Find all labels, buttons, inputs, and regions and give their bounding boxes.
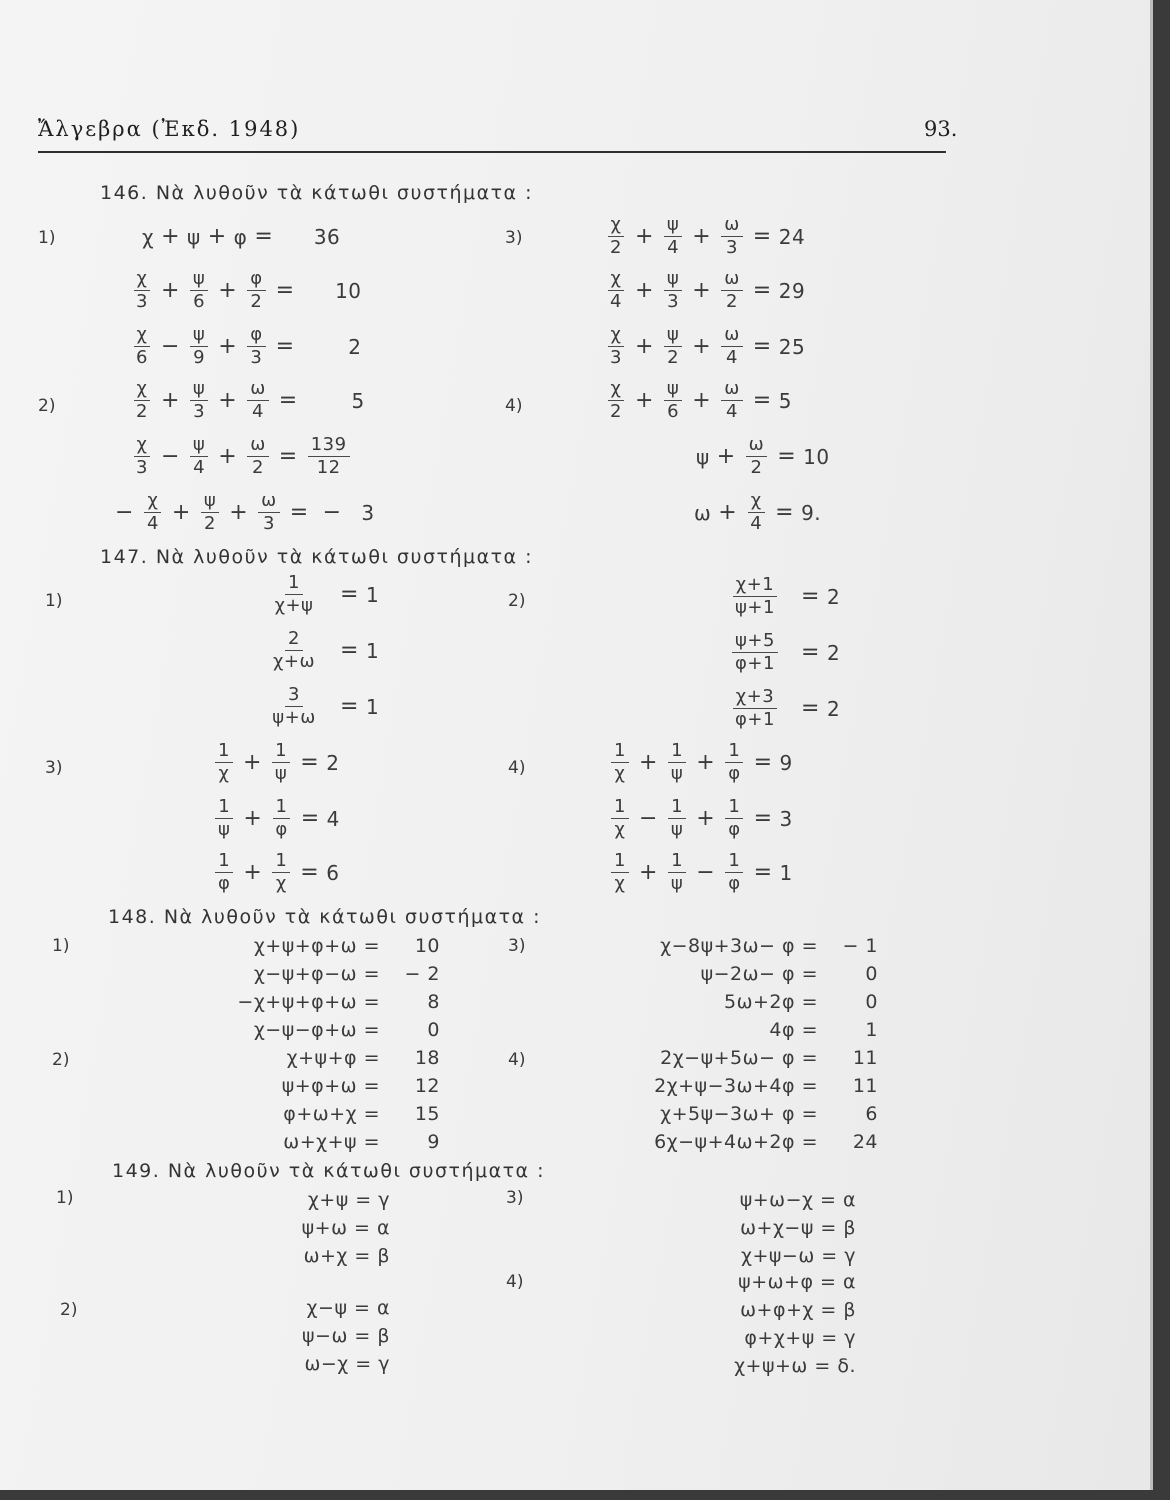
- equation: 5ω+2φ = 0: [723, 991, 878, 1013]
- equation: $\frac{2}{\chi+\omega}$ = 1: [272, 628, 380, 672]
- system-label: 1): [56, 1188, 74, 1208]
- equation: ω+χ = β: [303, 1245, 390, 1267]
- system-label: 1): [52, 936, 70, 956]
- system-label: 2): [60, 1300, 78, 1320]
- equation: $\frac{\chi}{2}$ + $\frac{\psi}{4}$ + $\frac{\omega}{3}$ = 24: [604, 216, 805, 257]
- equation: χ+ψ = γ: [307, 1189, 390, 1211]
- equation-system: [580, 1044, 878, 1156]
- equation: $\frac{\chi}{2}$ + $\frac{\psi}{3}$ + $\frac{\omega}{4}$ = 5: [130, 380, 365, 421]
- equation: 2χ−ψ+5ω− φ = 11: [660, 1047, 878, 1069]
- equation: $\frac{1}{\varphi}$ + $\frac{1}{\chi}$ = 6: [212, 852, 339, 893]
- equation: χ+ψ+φ+ω = 10: [253, 935, 440, 957]
- equation: φ+ω+χ = 15: [283, 1103, 440, 1125]
- equation-system: [660, 1268, 856, 1380]
- equation: ψ+φ+ω = 12: [281, 1075, 440, 1097]
- exercise-148-heading: 148. Νὰ λυθοῦν τὰ κάτωθι συστήματα :: [108, 906, 541, 928]
- system-label: 2): [52, 1050, 70, 1070]
- equation: $\frac{1}{\psi}$ + $\frac{1}{\varphi}$ = 4: [212, 798, 340, 839]
- system-label: 2): [38, 396, 56, 416]
- equation: $\frac{\chi}{6}$ − $\frac{\psi}{9}$ + $\frac{\varphi}{3}$ = 2: [130, 326, 362, 367]
- equation: −χ+ψ+φ+ω = 8: [237, 991, 440, 1013]
- equation: $\frac{\chi+1}{\psi+1}$ = 2: [716, 576, 840, 617]
- equation: − $\frac{\chi}{4}$ + $\frac{\psi}{2}$ + $\frac{\omega}{3}$ = − 3: [115, 490, 375, 534]
- equation: $\frac{\chi}{3}$ − $\frac{\psi}{4}$ + $\frac{\omega}{2}$ = $\frac{139}{12}$: [130, 436, 353, 477]
- equation: ψ+ω = α: [301, 1217, 390, 1239]
- equation-system: [240, 1294, 390, 1378]
- equation: χ+ψ+φ = 18: [286, 1047, 440, 1069]
- equation: $\frac{\chi}{4}$ + $\frac{\psi}{3}$ + $\frac{\omega}{2}$ = 29: [604, 270, 805, 311]
- equation: ψ + $\frac{\omega}{2}$ = 10: [696, 434, 830, 478]
- equation: ψ+ω−χ = α: [739, 1189, 856, 1211]
- equation: ψ+ω+φ = α: [738, 1271, 856, 1293]
- equation: χ+ψ−ω = γ: [740, 1245, 856, 1267]
- exercise-149-heading: 149. Νὰ λυθοῦν τὰ κάτωθι συστήματα :: [112, 1160, 545, 1182]
- header-rule: [38, 151, 946, 153]
- equation: ω+φ+χ = β: [740, 1299, 856, 1321]
- exercise-146-heading: 146. Νὰ λυθοῦν τὰ κάτωθι συστήματα :: [100, 182, 533, 204]
- equation: 4φ = 1: [769, 1019, 878, 1041]
- equation: ω+χ+ψ = 9: [283, 1131, 440, 1153]
- system-label: 4): [506, 1272, 524, 1292]
- system-label: 3): [508, 936, 526, 956]
- equation: $\frac{\chi+3}{\varphi+1}$ = 2: [716, 688, 840, 729]
- equation: χ−8ψ+3ω− φ = − 1: [660, 935, 878, 957]
- equation-system: [240, 1186, 390, 1270]
- equation-system: [580, 932, 878, 1044]
- system-label: 4): [505, 396, 523, 416]
- equation: $\frac{3}{\psi+\omega}$ = 1: [272, 684, 380, 728]
- equation: ψ−2ω− φ = 0: [700, 963, 878, 985]
- system-label: 1): [38, 228, 56, 248]
- equation: χ+ψ+ω = δ.: [734, 1355, 856, 1377]
- equation-system: [140, 1044, 440, 1156]
- equation: 2χ+ψ−3ω+4φ = 11: [654, 1075, 878, 1097]
- equation: $\frac{1}{\chi}$ + $\frac{1}{\psi}$ + $\frac{1}{\varphi}$ = 9: [608, 742, 793, 783]
- equation-system: [140, 932, 440, 1044]
- page-number: 93.: [924, 117, 958, 141]
- equation: $\frac{\chi}{2}$ + $\frac{\psi}{6}$ + $\frac{\omega}{4}$ = 5: [604, 380, 792, 421]
- equation: $\frac{1}{\chi}$ + $\frac{1}{\psi}$ − $\frac{1}{\varphi}$ = 1: [608, 852, 793, 893]
- equation: χ + ψ + φ = 36: [142, 224, 341, 249]
- system-label: 4): [508, 1050, 526, 1070]
- equation-system: [660, 1186, 856, 1270]
- equation: $\frac{1}{\chi}$ + $\frac{1}{\psi}$ = 2: [212, 742, 339, 783]
- equation: $\frac{\chi}{3}$ + $\frac{\psi}{6}$ + $\frac{\varphi}{2}$ = 10: [130, 270, 362, 311]
- equation: $\frac{1}{\chi}$ − $\frac{1}{\psi}$ + $\frac{1}{\varphi}$ = 3: [608, 798, 793, 839]
- equation: $\frac{1}{\chi+\psi}$ = 1: [274, 572, 380, 616]
- equation: ω + $\frac{\chi}{4}$ = 9.: [694, 490, 822, 534]
- equation: χ−ψ = α: [306, 1297, 390, 1319]
- system-label: 3): [506, 1188, 524, 1208]
- equation: χ−ψ−φ+ω = 0: [253, 1019, 440, 1041]
- system-label: 2): [508, 591, 526, 611]
- running-header-title: Ἄλγεβρα (Ἐκδ. 1948): [38, 117, 301, 141]
- system-label: 4): [508, 758, 526, 778]
- equation: $\frac{\chi}{3}$ + $\frac{\psi}{2}$ + $\frac{\omega}{4}$ = 25: [604, 326, 805, 367]
- equation: ω−χ = γ: [304, 1353, 390, 1375]
- equation: ψ−ω = β: [302, 1325, 390, 1347]
- equation: ω+χ−ψ = β: [740, 1217, 856, 1239]
- equation: $\frac{\psi+5}{\varphi+1}$ = 2: [716, 632, 840, 673]
- system-label: 3): [45, 758, 63, 778]
- equation: φ+χ+ψ = γ: [744, 1327, 856, 1349]
- exercise-147-heading: 147. Νὰ λυθοῦν τὰ κάτωθι συστήματα :: [100, 546, 533, 568]
- equation: χ+5ψ−3ω+ φ = 6: [660, 1103, 878, 1125]
- equation: 6χ−ψ+4ω+2φ = 24: [654, 1131, 878, 1153]
- equation: χ−ψ+φ−ω = − 2: [253, 963, 440, 985]
- system-label: 1): [45, 591, 63, 611]
- system-label: 3): [505, 228, 523, 248]
